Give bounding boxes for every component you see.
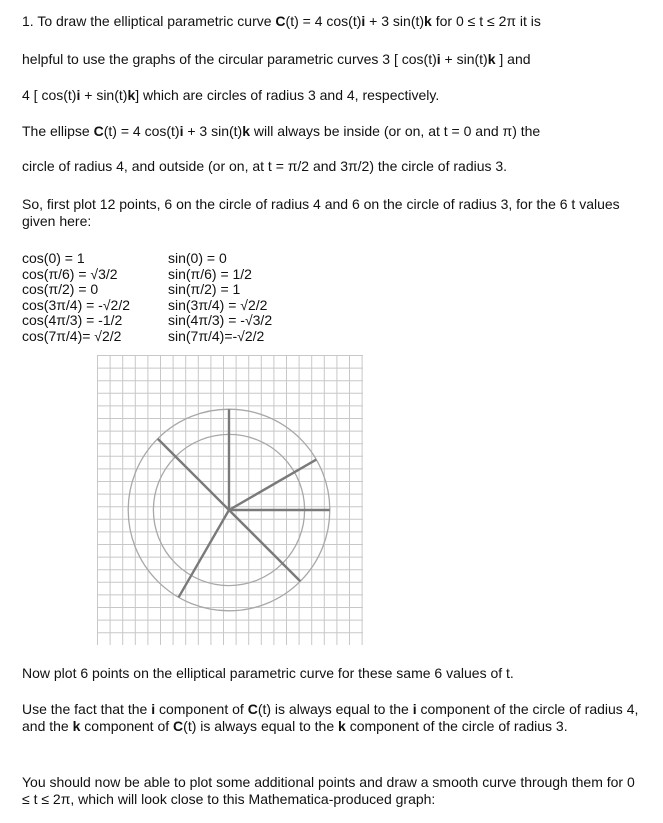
spoke-315deg: [229, 510, 300, 581]
paragraph-6: You should now be able to plot some additional points and draw a smooth curve through them for 0 ≤ t ≤ 2π, which will look close to this Mathematica-produced graph:: [22, 774, 635, 807]
sin-value: sin(π/6) = 1/2: [168, 265, 252, 282]
cos-value: cos(4π/3) = -1/2: [22, 312, 123, 329]
paragraph-2-line-1: The ellipse C(t) = 4 cos(t)i + 3 sin(t)k will always be inside (or on, at t = 0 and π) the: [22, 123, 541, 139]
sin-value: sin(π/2) = 1: [168, 281, 241, 298]
cos-value: cos(3π/4) = -√2/2: [22, 296, 130, 313]
sin-column: [168, 251, 272, 345]
spoke-30deg: [229, 460, 316, 510]
cos-column: [22, 251, 130, 345]
cos-value: cos(π/6) = √3/2: [22, 265, 118, 282]
paragraph-3: So, first plot 12 points, 6 on the circle of radius 4 and 6 on the circle of radius 3, for the 6 t values given here:: [22, 196, 620, 229]
paragraph-1-line-3: 4 [ cos(t)i + sin(t)k] which are circles of radius 3 and 4, respectively.: [22, 87, 440, 103]
sin-value: sin(3π/4) = √2/2: [168, 296, 268, 313]
sin-value: sin(4π/3) = -√3/2: [168, 312, 273, 329]
spoke-135deg: [158, 439, 229, 510]
sin-value: sin(7π/4)=-√2/2: [168, 327, 265, 344]
paragraph-5: Use the fact that the i component of C(t) is always equal to the i component of the circle of radius 4, and the k component of C(t) is always equal to the k component of the circle of radius 3.: [22, 701, 639, 734]
cos-value: cos(7π/4)= √2/2: [22, 327, 122, 344]
circles-graph: [97, 355, 363, 645]
paragraph-4: Now plot 6 points on the elliptical parametric curve for these same 6 values of t.: [22, 665, 514, 681]
paragraph-2-line-2: circle of radius 4, and outside (or on, at t = π/2 and 3π/2) the circle of radius 3.: [22, 158, 508, 174]
cos-value: cos(0) = 1: [22, 250, 85, 266]
sin-value: sin(0) = 0: [168, 250, 227, 266]
paragraph-1-line-1: 1. To draw the elliptical parametric curve C(t) = 4 cos(t)i + 3 sin(t)k for 0 ≤ t ≤ 2π it is: [22, 13, 541, 29]
paragraph-1-line-2: helpful to use the graphs of the circular parametric curves 3 [ cos(t)i + sin(t)k ] and: [22, 51, 531, 67]
circles-figure: [97, 355, 363, 648]
cos-value: cos(π/2) = 0: [22, 281, 99, 298]
